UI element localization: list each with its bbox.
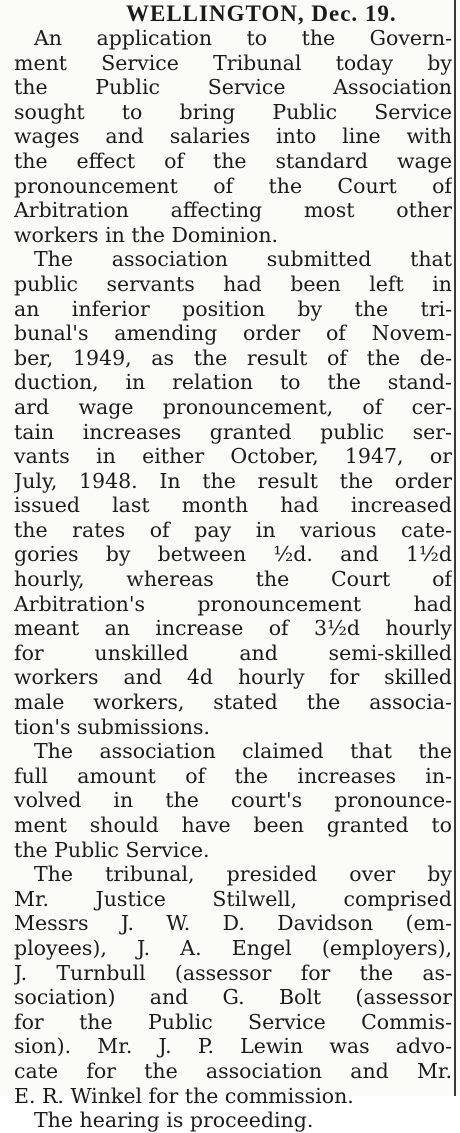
text-line: male workers, stated the associa-	[14, 690, 452, 715]
text-line: pronouncement of the Court of	[14, 173, 452, 198]
text-line: sion). Mr. J. P. Lewin was advo-	[14, 1034, 452, 1059]
text-line: cate for the association and Mr.	[14, 1058, 452, 1083]
text-line: The association claimed that the	[34, 739, 452, 764]
text-line: An application to the Govern-	[34, 26, 452, 50]
text-line: ment Service Tribunal today by	[14, 50, 452, 75]
text-line: hourly, whereas the Court of	[14, 567, 452, 592]
text-line: ber, 1949, as the result of the de-	[14, 345, 452, 370]
text-line: sociation) and G. Bolt (assessor	[14, 985, 452, 1010]
article-paragraph	[14, 1108, 452, 1133]
article-body	[14, 26, 452, 1133]
text-line: the rates of pay in various cate-	[14, 517, 452, 542]
text-line: July, 1948. In the result the order	[14, 468, 452, 493]
text-line: The hearing is proceeding.	[34, 1108, 314, 1133]
text-line: Arbitration affecting most other	[14, 198, 452, 223]
text-line: tain increases granted public ser-	[14, 419, 452, 444]
article-paragraph	[14, 26, 452, 247]
text-line: full amount of the increases in-	[14, 763, 452, 788]
text-line: E. R. Winkel for the commission.	[14, 1083, 354, 1108]
text-line: workers and 4d hourly for skilled	[14, 665, 452, 690]
text-line: the Public Service.	[14, 837, 210, 862]
article-paragraph	[14, 862, 452, 1108]
text-line: sought to bring Public Service	[14, 99, 452, 124]
text-line: J. Turnbull (assessor for the as-	[14, 960, 452, 985]
text-line: duction, in relation to the stand-	[14, 370, 452, 395]
text-line: ard wage pronouncement, of cer-	[14, 394, 452, 419]
text-line: the effect of the standard wage	[14, 148, 452, 173]
article-paragraph	[14, 739, 452, 862]
text-line: workers in the Dominion.	[14, 222, 279, 247]
text-line: Arbitration's pronouncement had	[14, 591, 452, 616]
text-line: bunal's amending order of Novem-	[14, 321, 452, 346]
text-line: Messrs J. W. D. Davidson (em-	[14, 911, 452, 936]
text-line: for unskilled and semi-skilled	[14, 640, 452, 665]
column-rule	[454, 0, 456, 1096]
article-paragraph	[14, 247, 452, 739]
text-line: Mr. Justice Stilwell, comprised	[14, 886, 452, 911]
dateline: WELLINGTON, Dec. 19.	[126, 1, 397, 26]
text-line: volved in the court's pronounce-	[14, 788, 452, 813]
text-line: the Public Service Association	[14, 75, 452, 100]
text-line: The association submitted that	[34, 247, 452, 272]
text-line: vants in either October, 1947, or	[14, 444, 452, 469]
text-line: for the Public Service Commis-	[14, 1009, 452, 1034]
text-line: The tribunal, presided over by	[34, 862, 452, 887]
text-line: tion's submissions.	[14, 714, 211, 739]
text-line: gories by between ½d. and 1½d	[14, 542, 452, 567]
text-line: ployees), J. A. Engel (employers),	[14, 935, 452, 960]
text-line: issued last month had increased	[14, 493, 452, 518]
text-line: ment should have been granted to	[14, 813, 452, 837]
text-line: an inferior position by the tri-	[14, 296, 452, 321]
text-line: wages and salaries into line with	[14, 124, 452, 149]
text-line: public servants had been left in	[14, 271, 452, 296]
text-line: meant an increase of 3½d hourly	[14, 616, 452, 641]
